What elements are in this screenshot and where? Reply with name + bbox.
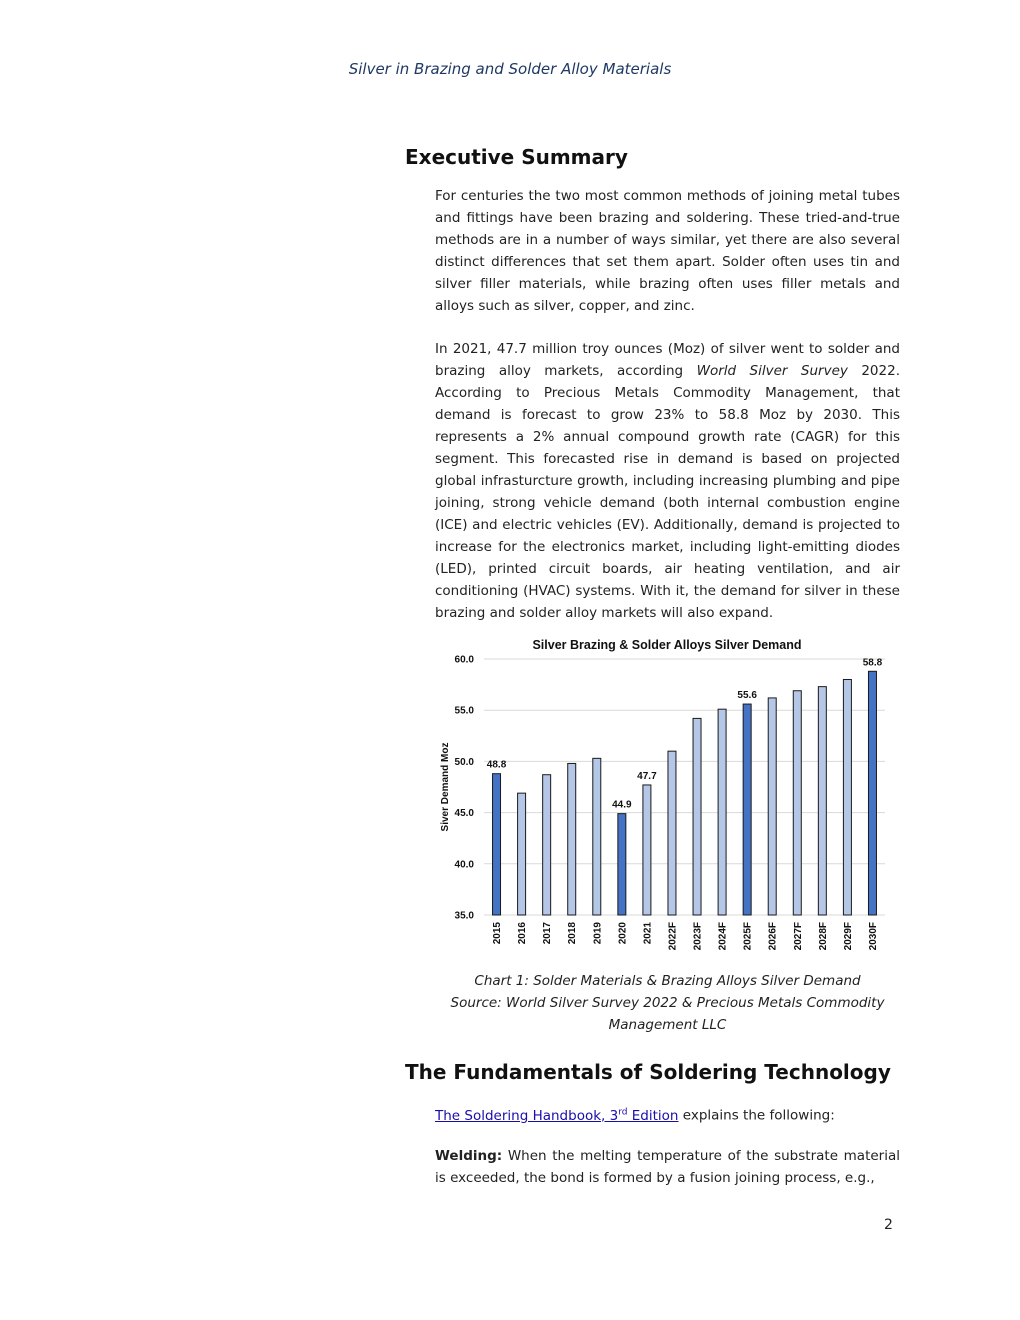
x-tick-label: 2027F — [792, 922, 804, 951]
y-axis-label: Siver Demand Moz — [440, 742, 451, 832]
x-tick-label: 2019 — [592, 922, 604, 945]
x-tick-label: 2024F — [717, 922, 729, 951]
running-header: Silver in Brazing and Solder Alloy Materials — [348, 60, 672, 78]
bar-2027F — [793, 691, 801, 915]
y-tick-label: 45.0 — [454, 808, 474, 820]
x-tick-label: 2026F — [767, 922, 779, 951]
x-tick-label: 2015 — [492, 922, 504, 945]
bar-2022F — [668, 751, 676, 915]
chart-caption — [435, 970, 900, 1036]
survey-title: World Silver Survey — [696, 363, 848, 379]
bar-2018 — [568, 763, 576, 915]
y-tick-label: 40.0 — [454, 859, 474, 871]
x-tick-label: 2029F — [842, 922, 854, 951]
x-tick-label: 2023F — [692, 922, 704, 951]
bar-2024F — [718, 709, 726, 915]
bar-2028F — [818, 687, 826, 915]
bar-2019 — [593, 758, 601, 915]
bar-2025F — [743, 704, 751, 915]
bar-2023F — [693, 718, 701, 915]
summary-paragraph-1: For centuries the two most common methods of joining metal tubes and fittings have been brazing and soldering. These tried-and-true methods are in a number of ways similar, yet there are also several distinct differences that set them apart. Solder often uses tin and silver filler materials, while brazing often uses filler metals and alloys such as silver, copper, and zinc. — [435, 188, 900, 314]
y-tick-label: 60.0 — [454, 654, 474, 666]
soldering-handbook-link[interactable]: The Soldering Handbook, 3rd Edition — [435, 1107, 679, 1124]
handbook-intro: The Soldering Handbook, 3rd Edition explains the following: — [435, 1107, 835, 1124]
x-tick-label: 2022F — [667, 922, 679, 951]
y-tick-label: 35.0 — [454, 910, 474, 922]
bar-2016 — [518, 793, 526, 915]
data-label-2020: 44.9 — [612, 799, 632, 811]
soldering-fundamentals-heading: The Fundamentals of Soldering Technology — [405, 1060, 891, 1084]
x-tick-label: 2020 — [617, 922, 629, 945]
data-label-2025F: 55.6 — [737, 690, 757, 702]
data-label-2015: 48.8 — [486, 759, 507, 771]
bar-2020 — [618, 814, 626, 915]
executive-summary-heading: Executive Summary — [405, 145, 628, 169]
bar-2015 — [493, 774, 501, 915]
x-tick-label: 2030F — [867, 922, 879, 951]
bar-2017 — [543, 775, 551, 915]
welding-label: Welding: — [435, 1148, 503, 1164]
y-tick-label: 50.0 — [454, 756, 474, 768]
x-tick-label: 2028F — [817, 922, 829, 951]
x-tick-label: 2018 — [567, 922, 579, 945]
bar-2029F — [843, 679, 851, 915]
summary-paragraph-2: In 2021, 47.7 million troy ounces (Moz) of silver went to solder and brazing alloy markets, according World Silver Survey 2022. According to Precious Metals Commodity Management, that demand is forecast to grow 23% to 58.8 Moz by 2030. This represents a 2% annual compound growth rate (CAGR) for this segment. This forecasted rise in demand is based on projected global infrasturcture growth, including increasing plumbing and pipe joining, strong vehicle demand (both internal combustion engine (ICE) and electric vehicles (EV). Additionally, demand is projected to increase for the electronics market, including light-emitting diodes (LED), printed circuit boards, air heating ventilation, and air conditioning (HVAC) systems. With it, the demand for silver in these brazing and solder alloy markets will also expand. — [435, 341, 900, 621]
chart-title: Silver Brazing & Solder Alloys Silver Demand — [532, 638, 802, 652]
caption-line-2: Source: World Silver Survey 2022 & Precious Metals Commodity Management LLC — [450, 995, 885, 1033]
data-label-2030F: 58.8 — [862, 657, 883, 669]
page-number: 2 — [884, 1217, 893, 1233]
x-tick-label: 2016 — [517, 922, 529, 945]
x-tick-label: 2025F — [742, 922, 754, 951]
bar-2026F — [768, 698, 776, 915]
data-label-2021: 47.7 — [637, 770, 657, 782]
welding-paragraph: Welding: When the melting temperature of the substrate material is exceeded, the bond is formed by a fusion joining process, e.g., — [435, 1148, 900, 1186]
bar-2021 — [643, 785, 651, 915]
bar-2030F — [868, 671, 876, 915]
x-tick-label: 2021 — [642, 922, 654, 945]
caption-line-1: Chart 1: Solder Materials & Brazing Alloys Silver Demand — [474, 973, 861, 989]
silver-demand-chart — [435, 630, 900, 960]
y-tick-label: 55.0 — [454, 705, 474, 717]
x-tick-label: 2017 — [542, 922, 554, 945]
